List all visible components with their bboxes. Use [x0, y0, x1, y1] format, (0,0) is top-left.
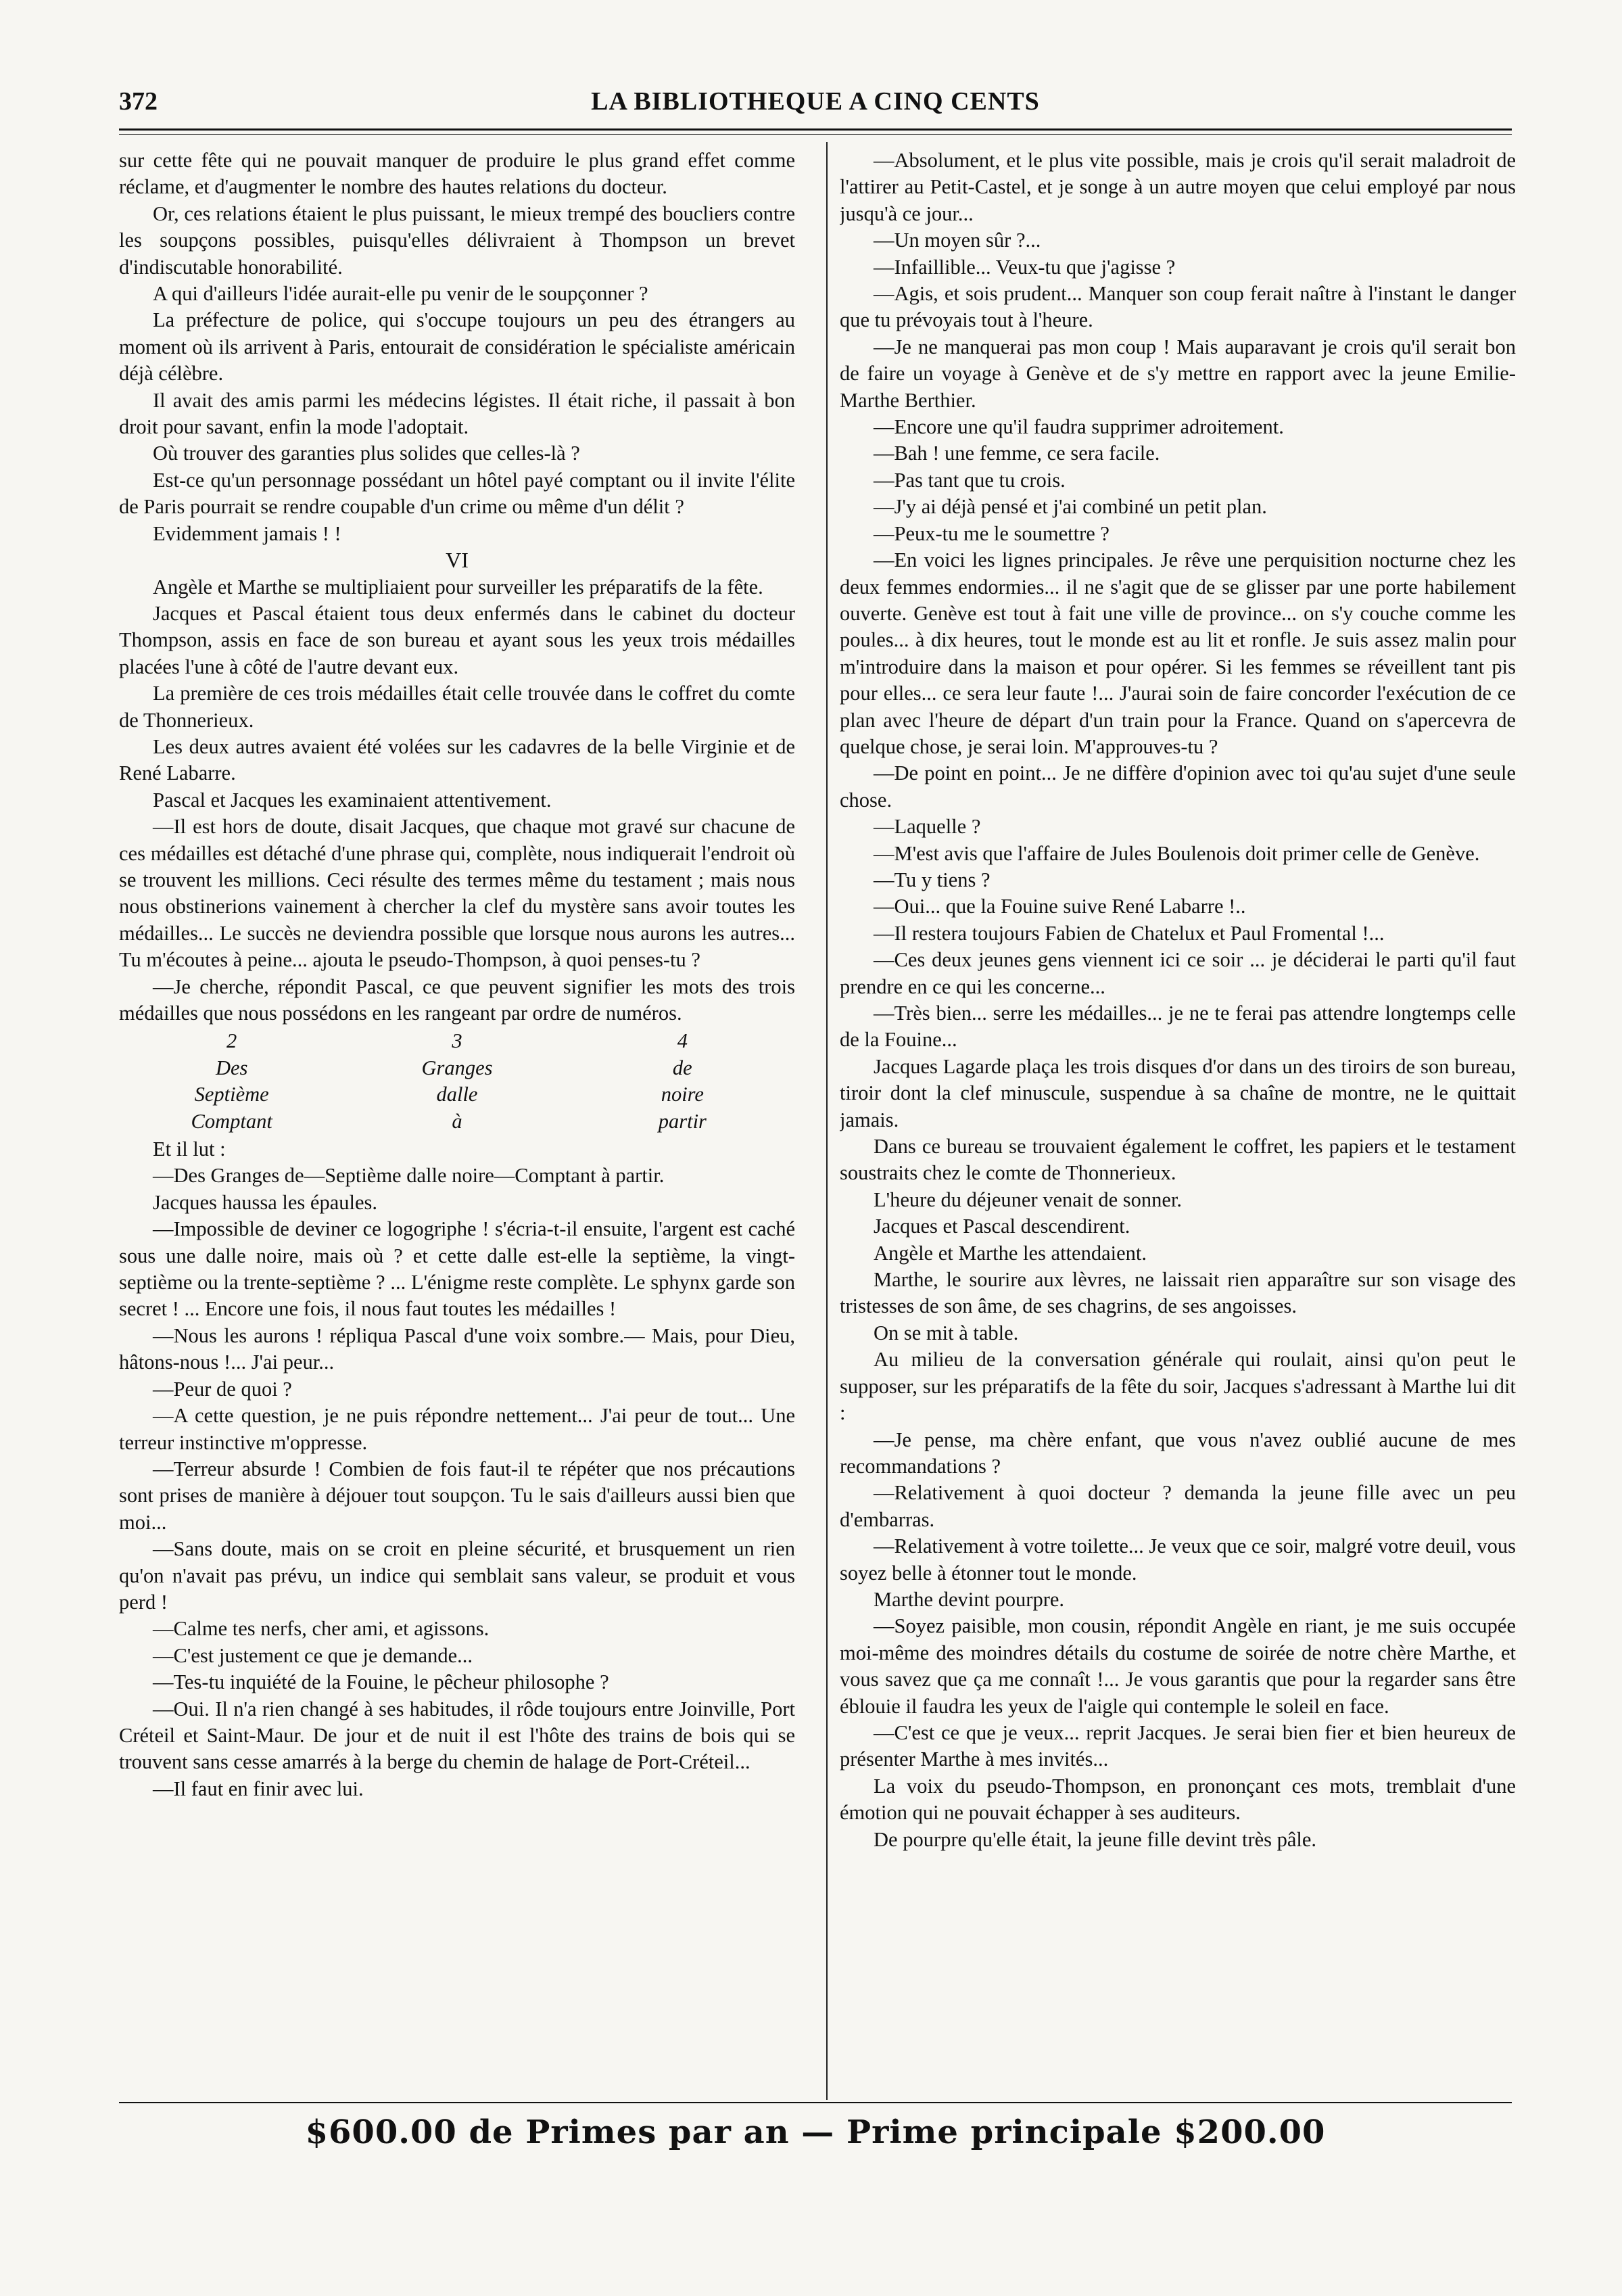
medal-word: Comptant [191, 1109, 272, 1133]
paragraph: Est-ce qu'un personnage possédant un hôtel payé comptant ou il invite l'élite de Paris pourrait se rendre coupable d'un crime ou même d'un délit ? [119, 468, 795, 519]
paragraph: Jacques et Pascal étaient tous deux enfermés dans le cabinet du docteur Thompson, assis en face de son bureau et ayant sous les yeux trois médailles placées l'une à côté de l'autre devant eux. [119, 601, 795, 678]
paragraph: Angèle et Marthe les attendaient. [874, 1241, 1147, 1265]
paragraph: De pourpre qu'elle était, la jeune fille devint très pâle. [874, 1827, 1317, 1851]
paragraph: —Un moyen sûr ?... [874, 229, 1041, 252]
paragraph: —Calme tes nerfs, cher ami, et agissons. [153, 1617, 490, 1641]
paragraph: Marthe, le sourire aux lèvres, ne laissait rien apparaître sur son visage des tristesses de son âme, de ses chagrins, de ses angoisses. [840, 1268, 1516, 1318]
paragraph: On se mit à table. [874, 1321, 1019, 1344]
paragraph: —Soyez paisible, mon cousin, répondit Angèle en riant, je me suis occupée moi-même des moindres détails du costume de soirée de notre chère Marthe, et vous savez que ça me connaît !... Je vous garantis que pour la regarder sans être éblouie il faudra les yeux de l'aigle qui contemple le soleil en face. [840, 1614, 1516, 1718]
paragraph: —M'est avis que l'affaire de Jules Boulenois doit primer celle de Genève. [874, 841, 1480, 865]
paragraph: —Terreur absurde ! Combien de fois faut-il te répéter que nos précautions sont prises de manière à déjouer tout soupçon. Tu le sais d'ailleurs aussi bien que moi... [119, 1457, 795, 1534]
right-column [840, 147, 1516, 2099]
paragraph: Et il lut : [153, 1138, 226, 1161]
paragraph: —Peux-tu me le soumettre ? [874, 521, 1110, 545]
medal-word: de [672, 1056, 692, 1079]
paragraph: Pascal et Jacques les examinaient attentivement. [153, 788, 552, 812]
paragraph: —Absolument, et le plus vite possible, mais je crois qu'il serait maladroit de l'attirer au Petit-Castel, et je songe à un autre moyen que celui employé par nous jusqu'à ce jour... [840, 149, 1516, 225]
paragraph: —Agis, et sois prudent... Manquer son coup ferait naître à l'instant le danger que tu prévoyais tout à l'heure. [840, 282, 1516, 332]
paragraph: A qui d'ailleurs l'idée aurait-elle pu venir de le soupçonner ? [153, 282, 648, 306]
medal-word: Septième [194, 1083, 269, 1106]
paragraph: —Tu y tiens ? [874, 868, 991, 891]
paragraph: Or, ces relations étaient le plus puissant, le mieux trempé des boucliers contre les soupçons possibles, puisqu'elles délivraient à Thompson un brevet d'indiscutable honorabilité. [119, 202, 795, 279]
paragraph: —Très bien... serre les médailles... je ne te ferai pas attendre longtemps celle de la Fouine... [840, 1002, 1516, 1052]
paragraph: Au milieu de la conversation générale qui roulait, ainsi qu'on peut le supposer, sur les préparatifs de la fête du soir, Jacques s'adressant à Marthe lui dit : [840, 1348, 1516, 1425]
paragraph: —Tes-tu inquiété de la Fouine, le pêcheur philosophe ? [153, 1670, 609, 1694]
medal-number: 4 [677, 1029, 688, 1053]
chapter-heading: VI [446, 548, 469, 573]
paragraph: Jacques et Pascal descendirent. [874, 1215, 1130, 1238]
paragraph: —Bah ! une femme, ce sera facile. [874, 442, 1160, 465]
footer-rule [119, 2102, 1512, 2103]
paragraph: —J'y ai déjà pensé et j'ai combiné un petit plan. [874, 495, 1267, 519]
page-number: 372 [119, 87, 158, 116]
paragraph: —Impossible de deviner ce logogriphe ! s'écria-t-il ensuite, l'argent est caché sous une dalle noire, mais où ? et cette dalle est-elle la septième, la vingt-septième ou la trente-septième ? ... L'énigme reste complète. Le sphynx garde son secret ! ... Encore une fois, il nous faut toutes les médailles ! [119, 1217, 795, 1321]
footer-banner: $600.00 de Primes par an — Prime principale $200.00 [305, 2113, 1326, 2151]
paragraph: —Sans doute, mais on se croit en pleine sécurité, et brusquement un rien qu'on n'avait pas prévu, un indice qui semblait sans valeur, se produit et vous perd ! [119, 1537, 795, 1614]
paragraph: La préfecture de police, qui s'occupe toujours un peu des étrangers au moment où ils arrivent à Paris, entourait de considération le spécialiste américain déjà célèbre. [119, 308, 795, 385]
paragraph: —Il est hors de doute, disait Jacques, que chaque mot gravé sur chacune de ces médailles est détaché d'une phrase qui, complète, nous indiquerait l'endroit où se trouvent les millions. Ceci résulte des termes même du testament ; mais nous nous obstinerions vainement à chercher la clef du mystère sans avoir toutes les médailles... Le succès ne deviendra possible que lorsque nous aurons les autres... Tu m'écoutes à peine... ajouta le pseudo-Thompson, à quoi penses-tu ? [119, 815, 795, 972]
paragraph: Où trouver des garanties plus solides que celles-là ? [153, 442, 580, 465]
paragraph: La première de ces trois médailles était celle trouvée dans le coffret du comte de Thonnerieux. [119, 682, 795, 732]
paragraph: —Il restera toujours Fabien de Chatelux et Paul Fromental !... [874, 921, 1385, 945]
paragraph: L'heure du déjeuner venait de sonner. [874, 1188, 1183, 1211]
medal-inscriptions-table [119, 1028, 795, 1135]
paragraph: Angèle et Marthe se multipliaient pour surveiller les préparatifs de la fête. [153, 575, 763, 599]
paragraph: —De point en point... Je ne diffère d'opinion avec toi qu'au sujet d'une seule chose. [840, 762, 1516, 812]
column-divider [826, 142, 828, 2100]
page-header [119, 87, 1512, 124]
paragraph: —Peur de quoi ? [153, 1377, 292, 1401]
paragraph: —Oui... que la Fouine suive René Labarre !.. [874, 895, 1246, 918]
medal-number: 2 [226, 1029, 237, 1053]
medal-word: à [452, 1109, 462, 1133]
paragraph: —Encore une qu'il faudra supprimer adroitement. [874, 415, 1284, 439]
medal-word: noire [661, 1083, 704, 1106]
paragraph: Jacques haussa les épaules. [153, 1190, 378, 1214]
paragraph: sur cette fête qui ne pouvait manquer de produire le plus grand effet comme réclame, et d'augmenter le nombre des hautes relations du docteur. [119, 149, 795, 199]
header-rule [119, 128, 1512, 131]
paragraph: —Laquelle ? [874, 815, 981, 839]
paragraph: —Je pense, ma chère enfant, que vous n'avez oublié aucune de mes recommandations ? [840, 1428, 1516, 1478]
medal-word: dalle [436, 1083, 478, 1106]
paragraph: —Il faut en finir avec lui. [153, 1777, 364, 1800]
paragraph: —Je cherche, répondit Pascal, ce que peuvent signifier les mots des trois médailles que nous possédons en les rangeant par ordre de numéros. [119, 975, 795, 1025]
paragraph: —Relativement à votre toilette... Je veux que ce soir, malgré votre deuil, vous soyez belle à étonner tout le monde. [840, 1534, 1516, 1585]
paragraph: La voix du pseudo-Thompson, en prononçant ces mots, tremblait d'une émotion qui ne pouvait échapper à ses auditeurs. [840, 1774, 1516, 1825]
header-rule-thin [119, 134, 1512, 135]
paragraph: Marthe devint pourpre. [874, 1587, 1065, 1611]
paragraph: Il avait des amis parmi les médecins légistes. Il était riche, il passait à bon droit pour savant, enfin la mode l'adoptait. [119, 388, 795, 439]
paragraph: —Je ne manquerai pas mon coup ! Mais auparavant je crois qu'il serait bon de faire un voyage à Genève et de s'y mettre en rapport avec la jeune Emilie-Marthe Berthier. [840, 335, 1516, 412]
running-title: LA BIBLIOTHEQUE A CINQ CENTS [591, 87, 1040, 116]
paragraph: —A cette question, je ne puis répondre nettement... J'ai peur de tout... Une terreur instinctive m'oppresse. [119, 1404, 795, 1454]
paragraph: —Oui. Il n'a rien changé à ses habitudes, il rôde toujours entre Joinville, Port Créteil et Saint-Maur. De jour et de nuit il est l'hôte des trains de bois qui se trouvent sans cesse amarrés à la berge du chemin de halage de Port-Créteil... [119, 1697, 795, 1774]
medal-word: Des [215, 1056, 248, 1079]
paragraph: —Relativement à quoi docteur ? demanda la jeune fille avec un peu d'embarras. [840, 1481, 1516, 1531]
paragraph: —Infaillible... Veux-tu que j'agisse ? [874, 255, 1176, 279]
paragraph: —C'est justement ce que je demande... [153, 1643, 473, 1667]
medal-word: Granges [421, 1056, 493, 1079]
paragraph: —Nous les aurons ! répliqua Pascal d'une voix sombre.— Mais, pour Dieu, hâtons-nous !... J'ai peur... [119, 1323, 795, 1374]
paragraph: Evidemment jamais ! ! [153, 521, 341, 545]
paragraph: —C'est ce que je veux... reprit Jacques. Je serai bien fier et bien heureux de présenter Marthe à mes invités... [840, 1720, 1516, 1771]
paragraph: —Des Granges de—Septième dalle noire—Comptant à partir. [153, 1164, 665, 1188]
paragraph: —En voici les lignes principales. Je rêve une perquisition nocturne chez les deux femmes endormies... il ne s'agit que de se glisser par une porte habilement ouverte. Genève est tout à fait une ville de province... on s'y couche comme les poules... à dix heures, tout le monde est au lit et ronfle. Je suis assez malin pour m'introduire dans la maison et pour opérer. Si les femmes se réveillent tant pis pour elles... ce sera leur faute !... J'aurai soin de faire concorder l'exécution de ce plan avec l'heure de départ d'un train pour la France. Quand on s'apercevra de quelque chose, je serai loin. M'approuves-tu ? [840, 548, 1516, 758]
paragraph: Jacques Lagarde plaça les trois disques d'or dans un des tiroirs de son bureau, tiroir dont la clef minuscule, suspendue à sa chaîne de montre, ne le quittait jamais. [840, 1054, 1516, 1131]
paragraph: Les deux autres avaient été volées sur les cadavres de la belle Virginie et de René Labarre. [119, 734, 795, 785]
medal-word: partir [658, 1109, 707, 1133]
paragraph: —Ces deux jeunes gens viennent ici ce soir ... je déciderai le parti qu'il faut prendre en ce qui les concerne... [840, 948, 1516, 998]
paragraph: —Pas tant que tu crois. [874, 468, 1066, 492]
left-column [119, 147, 795, 2099]
medal-number: 3 [452, 1029, 462, 1053]
paragraph: Dans ce bureau se trouvaient également le coffret, les papiers et le testament soustraits chez le comte de Thonnerieux. [840, 1135, 1516, 1185]
